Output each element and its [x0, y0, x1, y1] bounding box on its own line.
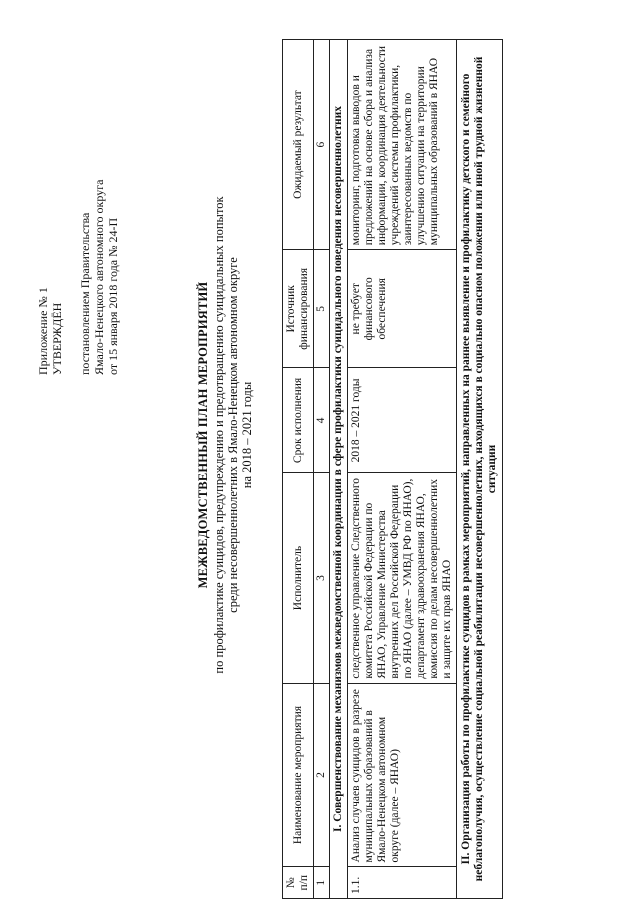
- approval-line-3: от 15 января 2018 года № 24-П: [106, 217, 120, 375]
- appendix-label: Приложение № 1: [36, 287, 50, 375]
- section-2-heading: II. Организация работы по профилактике суицидов в рамках мероприятий, направленных на раннее выявление и профилактику детского и семейного неблагополучия, осуществление социальной реабилитации несовершеннолетних, находящихся в социально опасном положении или иной трудной жизненной ситуации: [457, 40, 503, 899]
- title-sub-2: среди несовершеннолетних в Ямало-Ненецком автономном округе: [226, 257, 240, 613]
- header-num: № п/п: [283, 867, 314, 899]
- section-1-heading: I. Совершенствование механизмов межведомственной координации в сфере профилактики суицидального поведения несовершеннолетних: [330, 40, 348, 899]
- plan-table: [282, 39, 503, 899]
- header-funding: Источник финансирования: [283, 250, 314, 368]
- title-sub-3: на 2018 – 2021 годы: [240, 381, 254, 489]
- row-term: 2018 – 2021 годы: [348, 368, 457, 473]
- approved-label: УТВЕРЖДЁН: [50, 302, 64, 375]
- row-funding: не требует финансового обеспечения: [348, 250, 457, 368]
- table-header-row: [283, 40, 314, 899]
- row-executor: следственное управление Следственного комитета Российской Федерации по ЯНАО, Управление Министерства внутренних дел Российской Федерации по ЯНАО (далее – УМВД РФ по ЯНАО), департамент здравоохранения ЯНАО, комиссия по делам несовершеннолетних и защите их прав ЯНАО: [348, 473, 457, 683]
- column-number-row: [314, 40, 330, 899]
- header-executor: Исполнитель: [283, 473, 314, 683]
- col-number: 2: [314, 683, 330, 867]
- header-name: Наименование мероприятия: [283, 683, 314, 867]
- title-main: МЕЖВЕДОМСТВЕННЫЙ ПЛАН МЕРОПРИЯТИЙ: [196, 281, 210, 589]
- section-row: [330, 40, 348, 899]
- header-result: Ожидаемый результат: [283, 40, 314, 250]
- col-number: 5: [314, 250, 330, 368]
- col-number: 6: [314, 40, 330, 250]
- approval-line-2: Ямало-Ненецкого автономного округа: [92, 179, 106, 375]
- table-row: [348, 40, 457, 899]
- document-title: [196, 185, 254, 685]
- approval-line-1: постановлением Правительства: [78, 212, 92, 375]
- col-number: 4: [314, 368, 330, 473]
- row-name: Анализ случаев суицидов в разрезе муниципальных образований в Ямало-Ненецком автономном округе (далее – ЯНАО): [348, 683, 457, 867]
- col-number: 3: [314, 473, 330, 683]
- col-number: 1: [314, 867, 330, 899]
- row-num: 1.1.: [348, 867, 457, 899]
- approval-stamp: [36, 180, 120, 375]
- title-sub-1: по профилактике суицидов, предупреждению и предотвращению суицидальных попыток: [212, 196, 226, 674]
- row-result: мониторинг, подготовка выводов и предложений на основе сбора и анализа информации, координация деятельности учреждений системы профилактики, заинтересованных ведомств по улучшению ситуации на территории муниципальных образований в ЯНАО: [348, 40, 457, 250]
- header-term: Срок исполнения: [283, 368, 314, 473]
- section-row: [457, 40, 503, 899]
